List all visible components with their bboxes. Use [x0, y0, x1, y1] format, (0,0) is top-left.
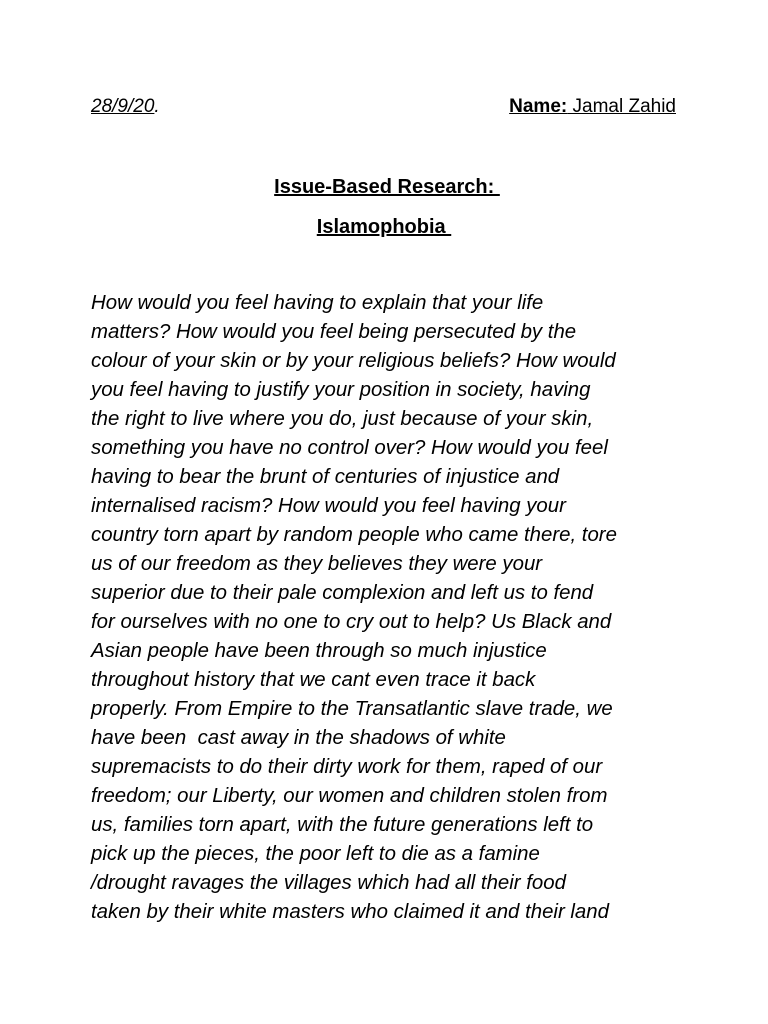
- body-line: freedom; our Liberty, our women and children stolen from: [91, 785, 608, 807]
- body-line: matters? How would you feel being persecuted by the: [91, 321, 577, 343]
- body-line: supremacists to do their dirty work for them, raped of our: [91, 756, 603, 778]
- document-date: [91, 95, 160, 119]
- body-line: /drought ravages the villages which had all their food: [91, 872, 566, 894]
- body-line: have been cast away in the shadows of white: [91, 727, 506, 749]
- body-line: taken by their white masters who claimed it and their land: [91, 901, 609, 923]
- document-subtitle: Islamophobia: [316, 216, 452, 238]
- body-line: for ourselves with no one to cry out to help? Us Black and: [91, 611, 612, 633]
- body-line: country torn apart by random people who came there, tore: [91, 524, 617, 546]
- body-line: pick up the pieces, the poor left to die as a famine: [91, 843, 540, 865]
- essay-body: [91, 289, 681, 927]
- body-line: properly. From Empire to the Transatlantic slave trade, we: [91, 698, 613, 720]
- body-line: superior due to their pale complexion and left us to fend: [91, 582, 594, 604]
- body-line: the right to live where you do, just because of your skin,: [91, 408, 594, 430]
- date-suffix: .: [154, 96, 160, 117]
- body-line: having to bear the brunt of centuries of injustice and: [91, 466, 560, 488]
- body-line: Asian people have been through so much injustice: [91, 640, 547, 662]
- body-line: How would you feel having to explain that your life: [91, 292, 544, 314]
- body-line: something you have no control over? How would you feel: [91, 437, 608, 459]
- body-line: internalised racism? How would you feel having your: [91, 495, 566, 517]
- date-value: 28/9/20: [91, 96, 155, 117]
- name-value: Jamal Zahid: [572, 96, 676, 117]
- body-line: colour of your skin or by your religious beliefs? How would: [91, 350, 616, 372]
- author-name: [509, 95, 676, 119]
- document-title: Issue-Based Research:: [274, 176, 500, 198]
- name-label: Name:: [509, 96, 568, 117]
- body-line: us of our freedom as they believes they were your: [91, 553, 543, 575]
- body-line: us, families torn apart, with the future generations left to: [91, 814, 594, 836]
- body-line: throughout history that we cant even trace it back: [91, 669, 536, 691]
- body-line: you feel having to justify your position in society, having: [91, 379, 591, 401]
